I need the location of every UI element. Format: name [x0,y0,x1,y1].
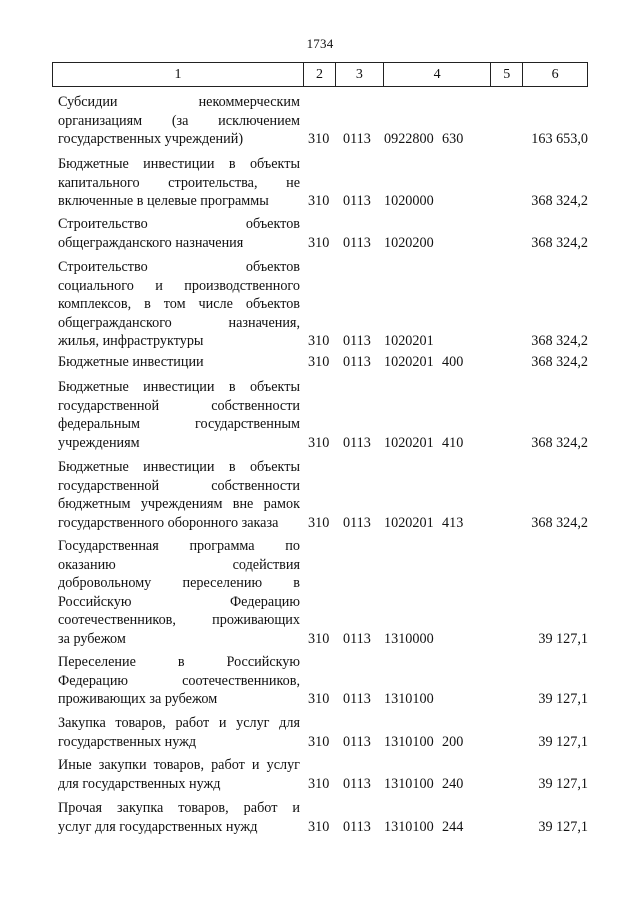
expense-type-code: 200 [442,733,464,750]
row-description [58,756,300,793]
expense-type-code: 244 [442,818,464,835]
amount-value: 39 127,1 [538,775,588,792]
section-code: 0113 [343,775,371,792]
description-line: государственных нужд [58,733,197,750]
ministry-code: 310 [308,333,330,349]
ministry-code: 310 [308,818,330,835]
amount-value: 163 653,0 [531,131,588,147]
header-col-1: 1 [53,63,304,86]
description-line: Строительство объектов [58,259,300,275]
row-description [58,799,300,836]
description-line: Строительство объектов [58,216,300,232]
description-line: Федерацию соотечественников, [58,672,300,689]
header-col-2: 2 [304,63,336,86]
amount-value: 368 324,2 [531,514,588,531]
target-article-code: 1310100 [384,775,434,792]
description-line: государственных учреждений) [58,131,244,147]
row-description [58,714,300,751]
row-description [58,353,300,372]
header-col-3: 3 [336,63,384,86]
description-line: организациям (за исключением [58,112,300,129]
description-line: государственного оборонного заказа [58,514,279,531]
row-description [58,155,300,211]
description-line: учреждениям [58,434,140,451]
target-article-code: 1020200 [384,234,434,251]
row-description [58,378,300,452]
expense-type-code: 413 [442,514,464,531]
description-line: комплексов, в том числе объектов [58,296,300,312]
ministry-code: 310 [308,131,330,147]
description-line: Иные закупки товаров, работ и услуг [58,757,300,773]
section-code: 0113 [343,434,371,451]
description-line: услуг для государственных нужд [58,818,258,835]
section-code: 0113 [343,733,371,750]
row-description [58,258,300,351]
amount-value: 39 127,1 [538,630,588,647]
ministry-code: 310 [308,775,330,792]
description-line: Закупка товаров, работ и услуг для [58,715,300,731]
amount-value: 368 324,2 [531,434,588,451]
section-code: 0113 [343,333,371,349]
section-code: 0113 [343,818,371,835]
expense-type-code: 240 [442,775,464,792]
description-line: Переселение в Российскую [58,654,300,670]
section-code: 0113 [343,193,371,209]
target-article-code: 1310000 [384,630,434,647]
ministry-code: 310 [308,354,330,370]
description-line: добровольному переселению в [58,575,300,591]
row-description [58,93,300,149]
description-line: за рубежом [58,630,126,647]
target-article-code: 1310100 [384,733,434,750]
description-line: капитального строительства, не [58,174,300,191]
description-line: оказанию содействия [58,556,300,573]
amount-value: 368 324,2 [531,193,588,209]
description-line: жилья, инфраструктуры [58,333,204,349]
row-description [58,458,300,532]
description-line: общегражданского назначения [58,234,244,251]
description-line: Прочая закупка товаров, работ и [58,800,300,816]
row-description [58,537,300,648]
ministry-code: 310 [308,193,330,209]
row-description [58,653,300,709]
description-line: Государственная программа по [58,538,300,554]
target-article-code: 1020000 [384,193,434,209]
description-line: Бюджетные инвестиции [58,354,204,370]
target-article-code: 1020201 [384,434,434,451]
expense-type-code: 400 [442,354,464,370]
description-line: соотечественников, проживающих [58,612,300,628]
ministry-code: 310 [308,691,330,707]
target-article-code: 1020201 [384,333,434,349]
section-code: 0113 [343,514,371,531]
description-line: общегражданского назначения, [58,314,300,331]
description-line: проживающих за рубежом [58,691,218,707]
amount-value: 39 127,1 [538,818,588,835]
ministry-code: 310 [308,630,330,647]
description-line: Бюджетные инвестиции в объекты [58,156,300,172]
target-article-code: 1310100 [384,691,434,707]
amount-value: 368 324,2 [531,333,588,349]
description-line: Российскую Федерацию [58,593,300,610]
description-line: Субсидии некоммерческим [58,94,300,110]
target-article-code: 1020201 [384,514,434,531]
expense-type-code: 630 [442,131,464,147]
amount-value: 368 324,2 [531,234,588,251]
description-line: включенные в целевые программы [58,193,269,209]
header-col-5: 5 [491,63,523,86]
ministry-code: 310 [308,434,330,451]
amount-value: 39 127,1 [538,691,588,707]
ministry-code: 310 [308,514,330,531]
description-line: государственной собственности [58,477,300,494]
description-line: для государственных нужд [58,775,221,792]
target-article-code: 1310100 [384,818,434,835]
description-line: государственной собственности [58,397,300,414]
row-description [58,215,300,252]
target-article-code: 0922800 [384,131,434,147]
amount-value: 39 127,1 [538,733,588,750]
expense-type-code: 410 [442,434,464,451]
section-code: 0113 [343,234,371,251]
ministry-code: 310 [308,733,330,750]
section-code: 0113 [343,691,371,707]
section-code: 0113 [343,630,371,647]
description-line: социального и производственного [58,277,300,294]
description-line: Бюджетные инвестиции в объекты [58,459,300,475]
target-article-code: 1020201 [384,354,434,370]
section-code: 0113 [343,131,371,147]
section-code: 0113 [343,354,371,370]
description-line: федеральным государственным [58,416,300,432]
description-line: Бюджетные инвестиции в объекты [58,379,300,395]
header-col-6: 6 [551,67,559,82]
amount-value: 368 324,2 [531,354,588,370]
page-number: 1734 [306,36,334,51]
table-header [52,62,588,87]
ministry-code: 310 [308,234,330,251]
header-col-4: 4 [384,63,492,86]
description-line: бюджетным учреждениям вне рамок [58,496,300,512]
